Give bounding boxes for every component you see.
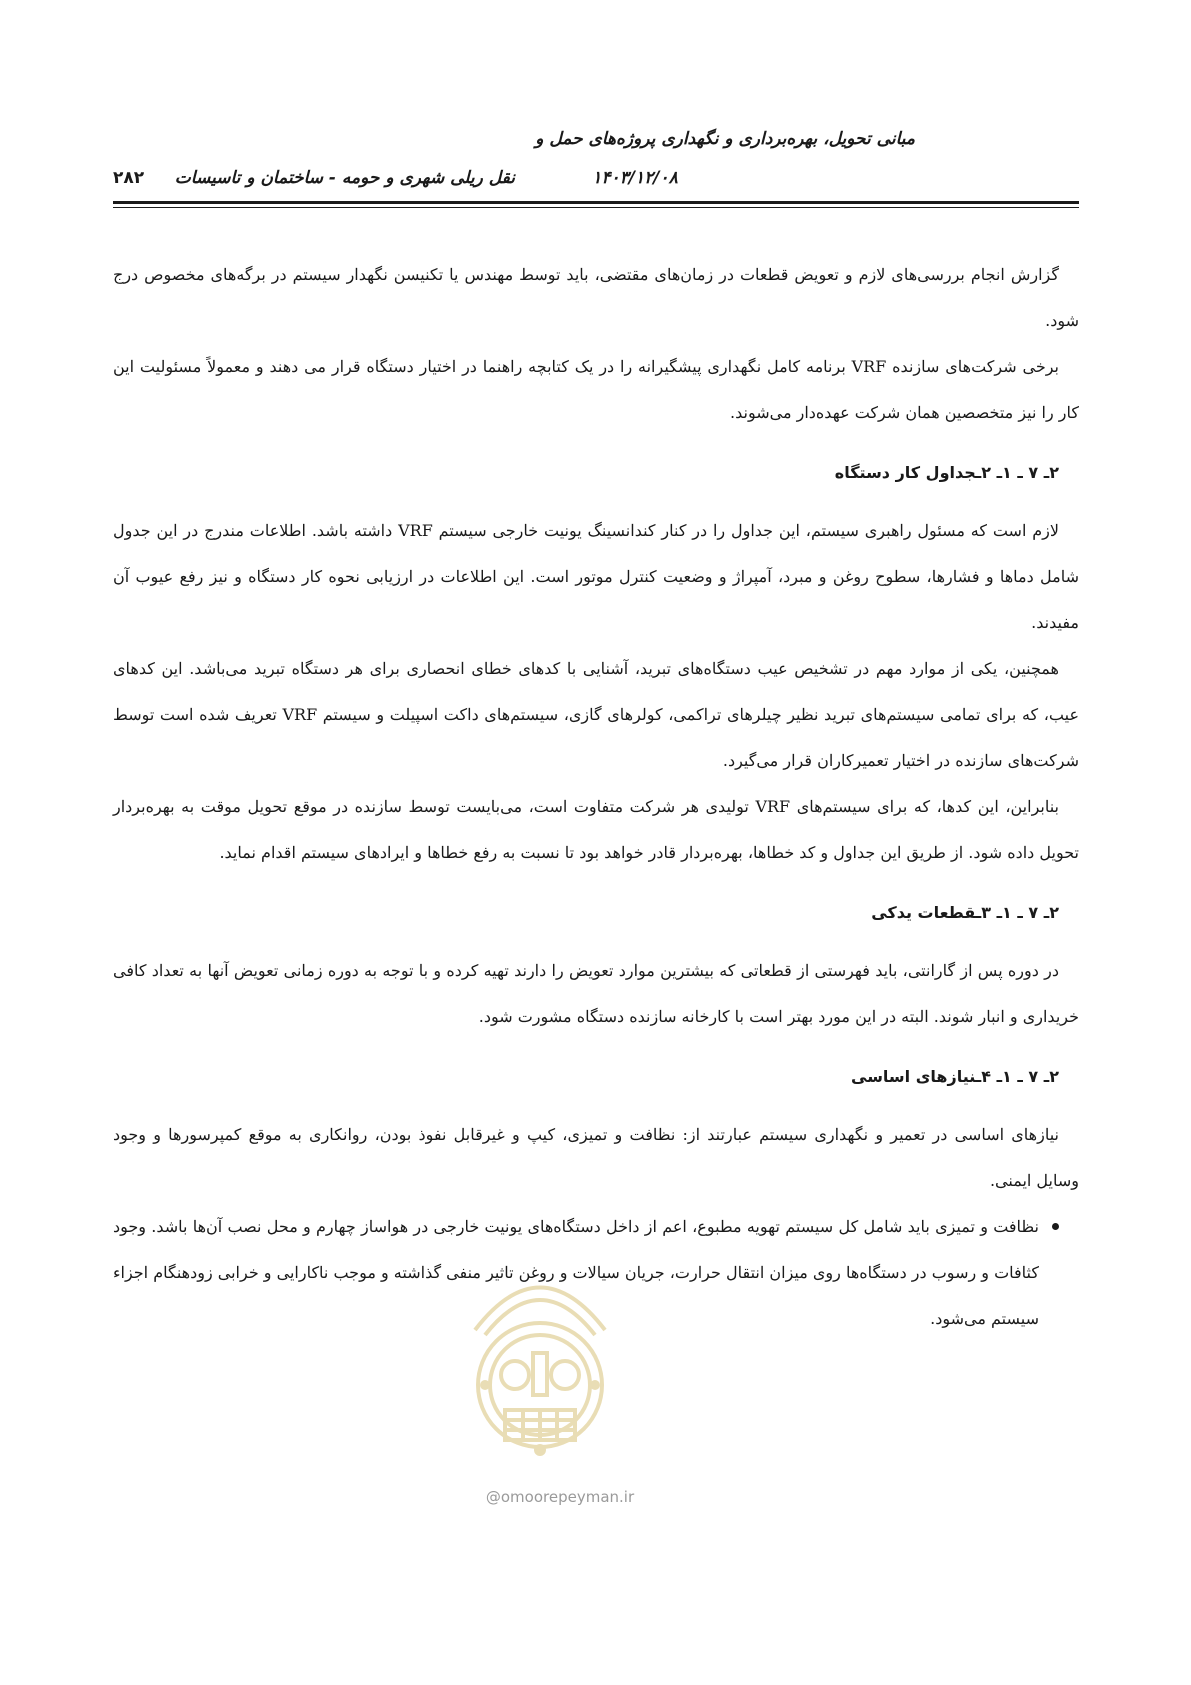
header-rule-thick	[113, 201, 1079, 204]
paragraph-basic-needs: نیازهای اساسی در تعمیر و نگهداری سیستم عبارتند از: نظافت و تمیزی، کیپ و غیرقابل نفوذ بودن، روانکاری به موقع کمپرسورها و وجود وسایل ایمنی.	[113, 1125, 1079, 1190]
bullet-text: نظافت و تمیزی باید شامل کل سیستم تهویه مطبوع، اعم از داخل دستگاه‌های یونیت خارجی در هواساز چهارم و محل نصب آن‌ها باشد. وجود کثافات و رسوب در دستگاه‌ها روی میزان انتقال حرارت، جریان سیالات و روغن تاثیر منفی گذاشته و موجب ناکارایی و خرابی زودهنگام اجزاء سیستم می‌شود.	[112, 1217, 1040, 1328]
header-rule-thin	[113, 207, 1079, 208]
paragraph-manufacturers: برخی شرکت‌های سازنده VRF برنامه کامل نگهداری پیشگیرانه را در یک کتابچه راهنما در اختیار دستگاه قرار می دهند و معمولاً مسئولیت این کار را نیز متخصصین همان شرکت عهده‌دار می‌شوند.	[113, 357, 1079, 422]
page-number: ۲۸۲	[113, 168, 145, 188]
section-heading-basic-needs: ۲ـ ۷ ـ ۱ـ ۴ـنیازهای اساسی	[851, 1067, 1059, 1086]
section-heading-work-tables: ۲ـ ۷ ـ ۱ـ ۲ـجداول کار دستگاه	[834, 463, 1059, 482]
paragraph-error-codes: همچنین، یکی از موارد مهم در تشخیص عیب دستگاه‌های تبرید، آشنایی با کدهای خطای انحصاری برای هر دستگاه تبرید می‌باشد. این کدهای عیب، که برای تمامی سیستم‌های تبرید نظیر چیلرهای تراکمی، کولرهای گازی، سیستم‌های داکت اسپیلت و سیستم VRF تعریف شده است توسط شرکت‌های سازنده در اختیار تعمیرکاران قرار می‌گیرد.	[113, 659, 1080, 770]
header-title-line1: مبانی تحویل، بهره‌برداری و نگهداری پروژه‌های حمل و	[535, 129, 915, 149]
paragraph-spare-parts: در دوره پس از گارانتی، باید فهرستی از قطعاتی که بیشترین موارد تعویض را دارند تهیه کرده و با توجه به دوره زمانی تعویض آنها به تعداد کافی خریداری و انبار شوند. البته در این مورد بهتر است با کارخانه سازنده دستگاه مشورت شود.	[113, 961, 1079, 1026]
body-content	[113, 252, 1079, 1342]
bullet-dot-icon	[1052, 1223, 1059, 1230]
header-date: ۱۴۰۳/۱۲/۰۸	[592, 168, 678, 188]
paragraph-vrf-codes: بنابراین، این کدها، که برای سیستم‌های VRF تولیدی هر شرکت متفاوت است، می‌بایست توسط سازنده در موقع تحویل موقت به بهره‌بردار تحویل داده شود. از طریق این جداول و کد خطاها، بهره‌بردار قادر خواهد بود تا نسبت به رفع خطاها و ایرادهای سیستم اقدام نماید.	[113, 797, 1079, 862]
paragraph-tables: لازم است که مسئول راهبری سیستم، این جداول را در کنار کندانسینگ یونیت خارجی سیستم VRF داشته باشد. اطلاعات مندرج در این جدول شامل دماها و فشارها، سطوح روغن و مبرد، آمپراژ و وضعیت کنترل موتور است. این اطلاعات در ارزیابی نحوه کار دستگاه و نیز رفع عیوب آن مفیدند.	[113, 521, 1079, 632]
section-heading-spare-parts: ۲ـ ۷ ـ ۱ـ ۳ـقطعات یدکی	[871, 903, 1059, 922]
paragraph-report: گزارش انجام بررسی‌های لازم و تعویض قطعات در زمان‌های مقتضی، باید توسط مهندس یا تکنیسن نگهدار سیستم در برگه‌های مخصوص درج شود.	[113, 265, 1079, 330]
watermark-logo-icon	[455, 1235, 625, 1470]
header-title-line2: نقل ریلی شهری و حومه - ساختمان و تاسیسات	[174, 168, 515, 188]
watermark-url: @omoorepeyman.ir	[485, 1488, 635, 1506]
